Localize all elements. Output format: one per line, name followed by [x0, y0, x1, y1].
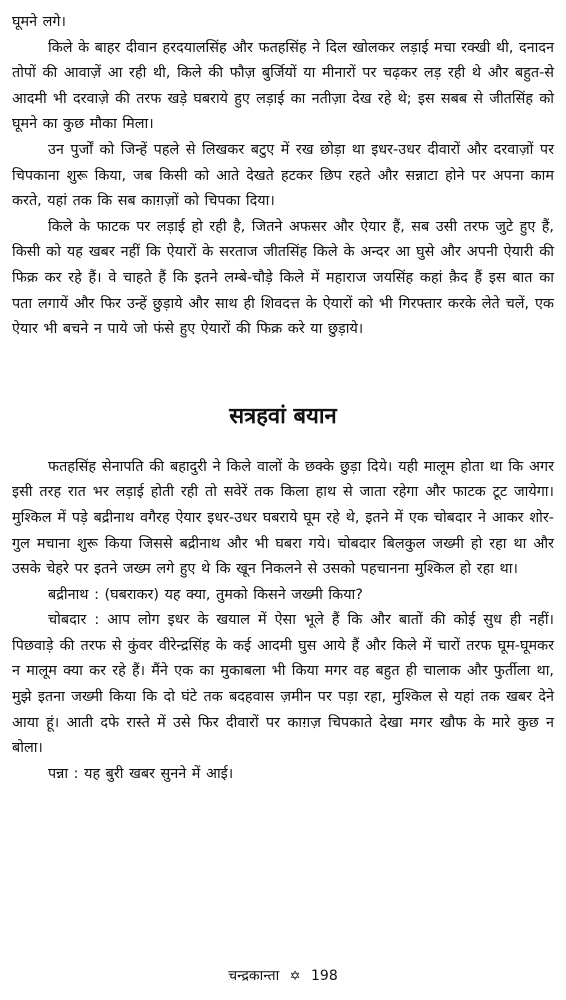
paragraph: उन पुर्जों को जिन्हें पहले से लिखकर बटुए में रख छोड़ा था इधर-उधर दीवारों और दरवाज़ों पर चिपकाना शुरू किया, जब किसी को आते देखते हटकर छिप रहते और सन्नाटा होने पर अपना काम करते, यहां तक कि सब काग़ज़ों को चिपका दिया। [12, 141, 554, 210]
book-title: चन्द्रकान्ता [228, 968, 280, 984]
paragraph: किले के फाटक पर लड़ाई हो रही है, जितने अफसर और ऐयार हैं, सब उसी तरफ जुटे हुए हैं, किसी को यह खबर नहीं कि ऐयारों के सरताज जीतसिंह किले के अन्दर आ घुसे और अपनी ऐयारी की फिक्र कर रहे हैं। वे चाहते हैं कि इतने लम्बे-चौड़े किले में महाराज जयसिंह कहां क़ैद हैं इस बात का पता लगायें और फिर उन्हें छुड़ाये और साथ ही शिवदत्त के ऐयारों को भी गिरफ्तार करके लेते चलें, एक ऐयार भी बचने न पाये जो फंसे हुए ऐयारों की फिक्र करे या छुड़ाये। [12, 218, 554, 338]
paragraph: किले के बाहर दीवान हरदयालसिंह और फतहसिंह ने दिल खोलकर लड़ाई मचा रक्खी थी, दनादन तोपों की आवाज़ें आ रही थी, किले की फौज़ बुर्जियों या मीनारों पर चढ़कर लड़ रही थे और बहुत-से आदमी भी दरवाज़े की तरफ खड़े घबराये हुए लड़ाई का नतीज़ा देख रहे थे; इस सबब से जीतसिंह को घूमने का कुछ मौका मिला। [12, 39, 554, 133]
dialogue-paragraph: बद्रीनाथ : (घबराकर) यह क्या, तुमको किसने जख्मी किया? [48, 586, 363, 603]
star-ornament-icon: ✡ [289, 969, 301, 984]
page-number: 198 [311, 968, 338, 984]
paragraph-continuation: घूमने लगे। [12, 14, 66, 30]
paragraph: फतहसिंह सेनापति की बहादुरी ने किले वालों के छक्के छुड़ा दिये। यही मालूम होता था कि अगर इसी तरह रात भर लड़ाई होती रही तो सवेरें तक किला हाथ से जाता रहेगा और फाटक टूट जायेगा। मुश्किल में पड़े बद्रीनाथ वगैरह ऐयार इधर-उधर घबराये घूम रहे थे, इतने में एक चोबदार ने आकर शोर-गुल मचाना शुरू किया जिससे बद्रीनाथ और भी घबरा गये। चोबदार बिलकुल जख्मी हो रहा था और उसके चेहरे पर इतने जख्म लगे हुए थे कि खून निकलने से उसको पहचानना मुश्किल हो रहा था। [12, 458, 554, 578]
page-footer [0, 966, 566, 987]
dialogue-paragraph: चोबदार : आप लोग इधर के खयाल में ऐसा भूले हैं कि और बातों की कोई सुध ही नहीं। पिछवाड़े की तरफ से कुंवर वीरेन्द्रसिंह के कई आदमी घुस आये हैं और किले में चारों तरफ घूम-घूमकर न मालूम क्या कर रहे हैं। मैंने एक का मुकाबला भी किया मगर वह बहुत ही चालाक और फुर्तीला था, मुझे इतना जख्मी किया कि दो घंटे तक बदहवास ज़मीन पर पड़ा रहा, मुश्किल से यहां तक खबर देने आया हूं। आती दफे रास्ते में उसे फिर दीवारों पर काग़ज़ चिपकाते देखा मगर खौफ के मारे कुछ न बोला। [12, 612, 554, 757]
dialogue-paragraph: पन्ना : यह बुरी खबर सुनने में आई। [48, 765, 234, 782]
chapter-heading: सत्रहवां बयान [229, 402, 337, 429]
